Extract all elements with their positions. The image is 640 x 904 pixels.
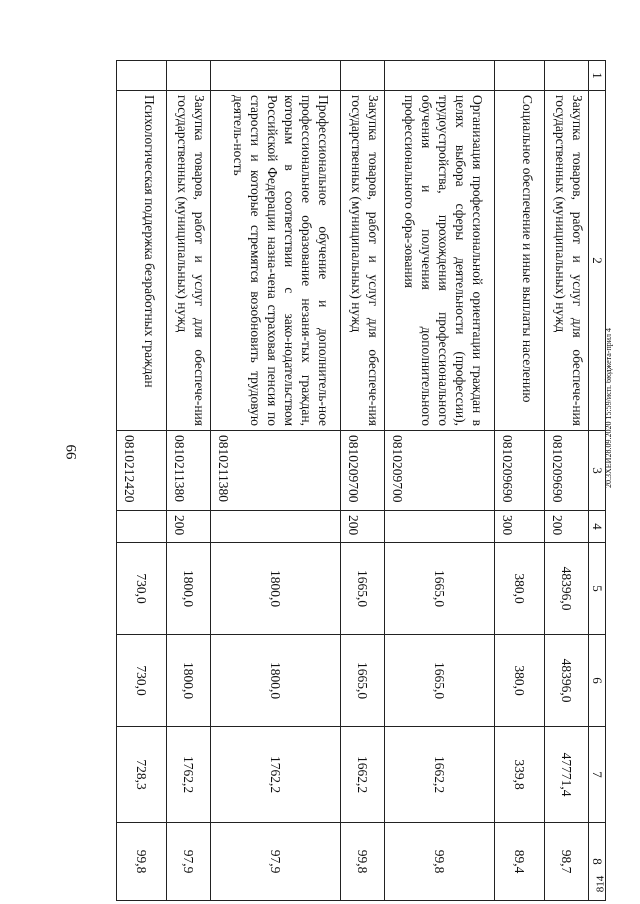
row-type	[211, 511, 341, 543]
table-row	[117, 61, 167, 901]
row-value-8: 97,9	[211, 823, 341, 901]
row-value-7: 1762,2	[211, 727, 341, 823]
header-cell: 3	[589, 431, 606, 511]
budget-table-frame	[116, 60, 606, 900]
row-value-7: 1662,2	[341, 727, 385, 823]
row-value-6: 730,0	[117, 635, 167, 727]
row-code: 0810209690	[495, 431, 545, 511]
row-name: Психологическая поддержка безработных граждан	[117, 91, 167, 431]
row-name: Закупка товаров, работ и услуг для обеспече-ния государственных (муниципальных) нужд	[341, 91, 385, 431]
row-value-7: 728,3	[117, 727, 167, 823]
header-cell: 5	[589, 543, 606, 635]
row-index-cell	[385, 61, 495, 91]
row-code: 0810209700	[385, 431, 495, 511]
table-row	[167, 61, 211, 901]
header-cell: 8	[589, 823, 606, 901]
row-value-7: 47771,4	[545, 727, 589, 823]
row-value-8: 97,9	[167, 823, 211, 901]
header-cell: 1	[589, 61, 606, 91]
row-value-5: 48396,0	[545, 543, 589, 635]
row-value-6: 1800,0	[167, 635, 211, 727]
row-value-8: 99,8	[385, 823, 495, 901]
row-value-5: 730,0	[117, 543, 167, 635]
row-code: 0810209690	[545, 431, 589, 511]
row-value-6: 1665,0	[385, 635, 495, 727]
table-row	[341, 61, 385, 901]
row-value-8: 99,8	[117, 823, 167, 901]
row-value-7: 1662,2	[385, 727, 495, 823]
row-type: 200	[545, 511, 589, 543]
row-value-6: 48396,0	[545, 635, 589, 727]
row-index-cell	[167, 61, 211, 91]
row-value-6: 1800,0	[211, 635, 341, 727]
table-row	[385, 61, 495, 901]
row-value-5: 380,0	[495, 543, 545, 635]
corner-code: 814	[594, 875, 607, 893]
row-name: Организация профессиональной ориентации граждан в целях выбора сферы деятельности (профессии), трудоустройства, прохождения профессионального обучения и получения дополнительного профессионального обра-зования	[385, 91, 495, 431]
table-row	[495, 61, 545, 901]
row-name: Профессиональное обучение и дополнитель-ное профессиональное образование незаня-тых граждан, которым в соответствии с зако-нодательством Российской Федерации назна-чена страховая пенсия по старости и которые стремятся возобновить трудовую деятель-ность	[211, 91, 341, 431]
row-value-6: 1665,0	[341, 635, 385, 727]
row-index-cell	[211, 61, 341, 91]
row-value-8: 89,4	[495, 823, 545, 901]
row-value-6: 380,0	[495, 635, 545, 727]
row-code: 0810211380	[211, 431, 341, 511]
row-type: 300	[495, 511, 545, 543]
header-row	[589, 61, 606, 901]
row-name: Закупка товаров, работ и услуг для обеспече-ния государственных (муниципальных) нужд	[167, 91, 211, 431]
row-value-5: 1800,0	[211, 543, 341, 635]
row-value-7: 1762,2	[167, 727, 211, 823]
row-code: 0810212420	[117, 431, 167, 511]
row-value-5: 1665,0	[385, 543, 495, 635]
row-type	[385, 511, 495, 543]
row-name: Социальное обеспечение и иные выплаты населению	[495, 91, 545, 431]
page-number: 99	[64, 444, 80, 460]
row-type: 200	[341, 511, 385, 543]
table-row	[545, 61, 589, 901]
row-index-cell	[545, 61, 589, 91]
row-value-5: 1665,0	[341, 543, 385, 635]
header-cell: 6	[589, 635, 606, 727]
row-name: Закупка товаров, работ и услуг для обеспече-ния государственных (муниципальных) нужд	[545, 91, 589, 431]
row-index-cell	[341, 61, 385, 91]
row-index-cell	[117, 61, 167, 91]
header-cell: 4	[589, 511, 606, 543]
row-code: 0810209700	[341, 431, 385, 511]
row-value-5: 1800,0	[167, 543, 211, 635]
row-value-7: 339,8	[495, 727, 545, 823]
header-cell: 7	[589, 727, 606, 823]
row-type: 200	[167, 511, 211, 543]
footer-code: 20.3ХЕИ28.09.2020 15:59/исп. бюджета-прил 4	[604, 327, 613, 488]
row-index-cell	[495, 61, 545, 91]
row-code: 0810211380	[167, 431, 211, 511]
header-cell: 2	[589, 91, 606, 431]
row-value-8: 98,7	[545, 823, 589, 901]
table-row	[211, 61, 341, 901]
row-value-8: 99,8	[341, 823, 385, 901]
row-type	[117, 511, 167, 543]
budget-table	[116, 60, 606, 901]
